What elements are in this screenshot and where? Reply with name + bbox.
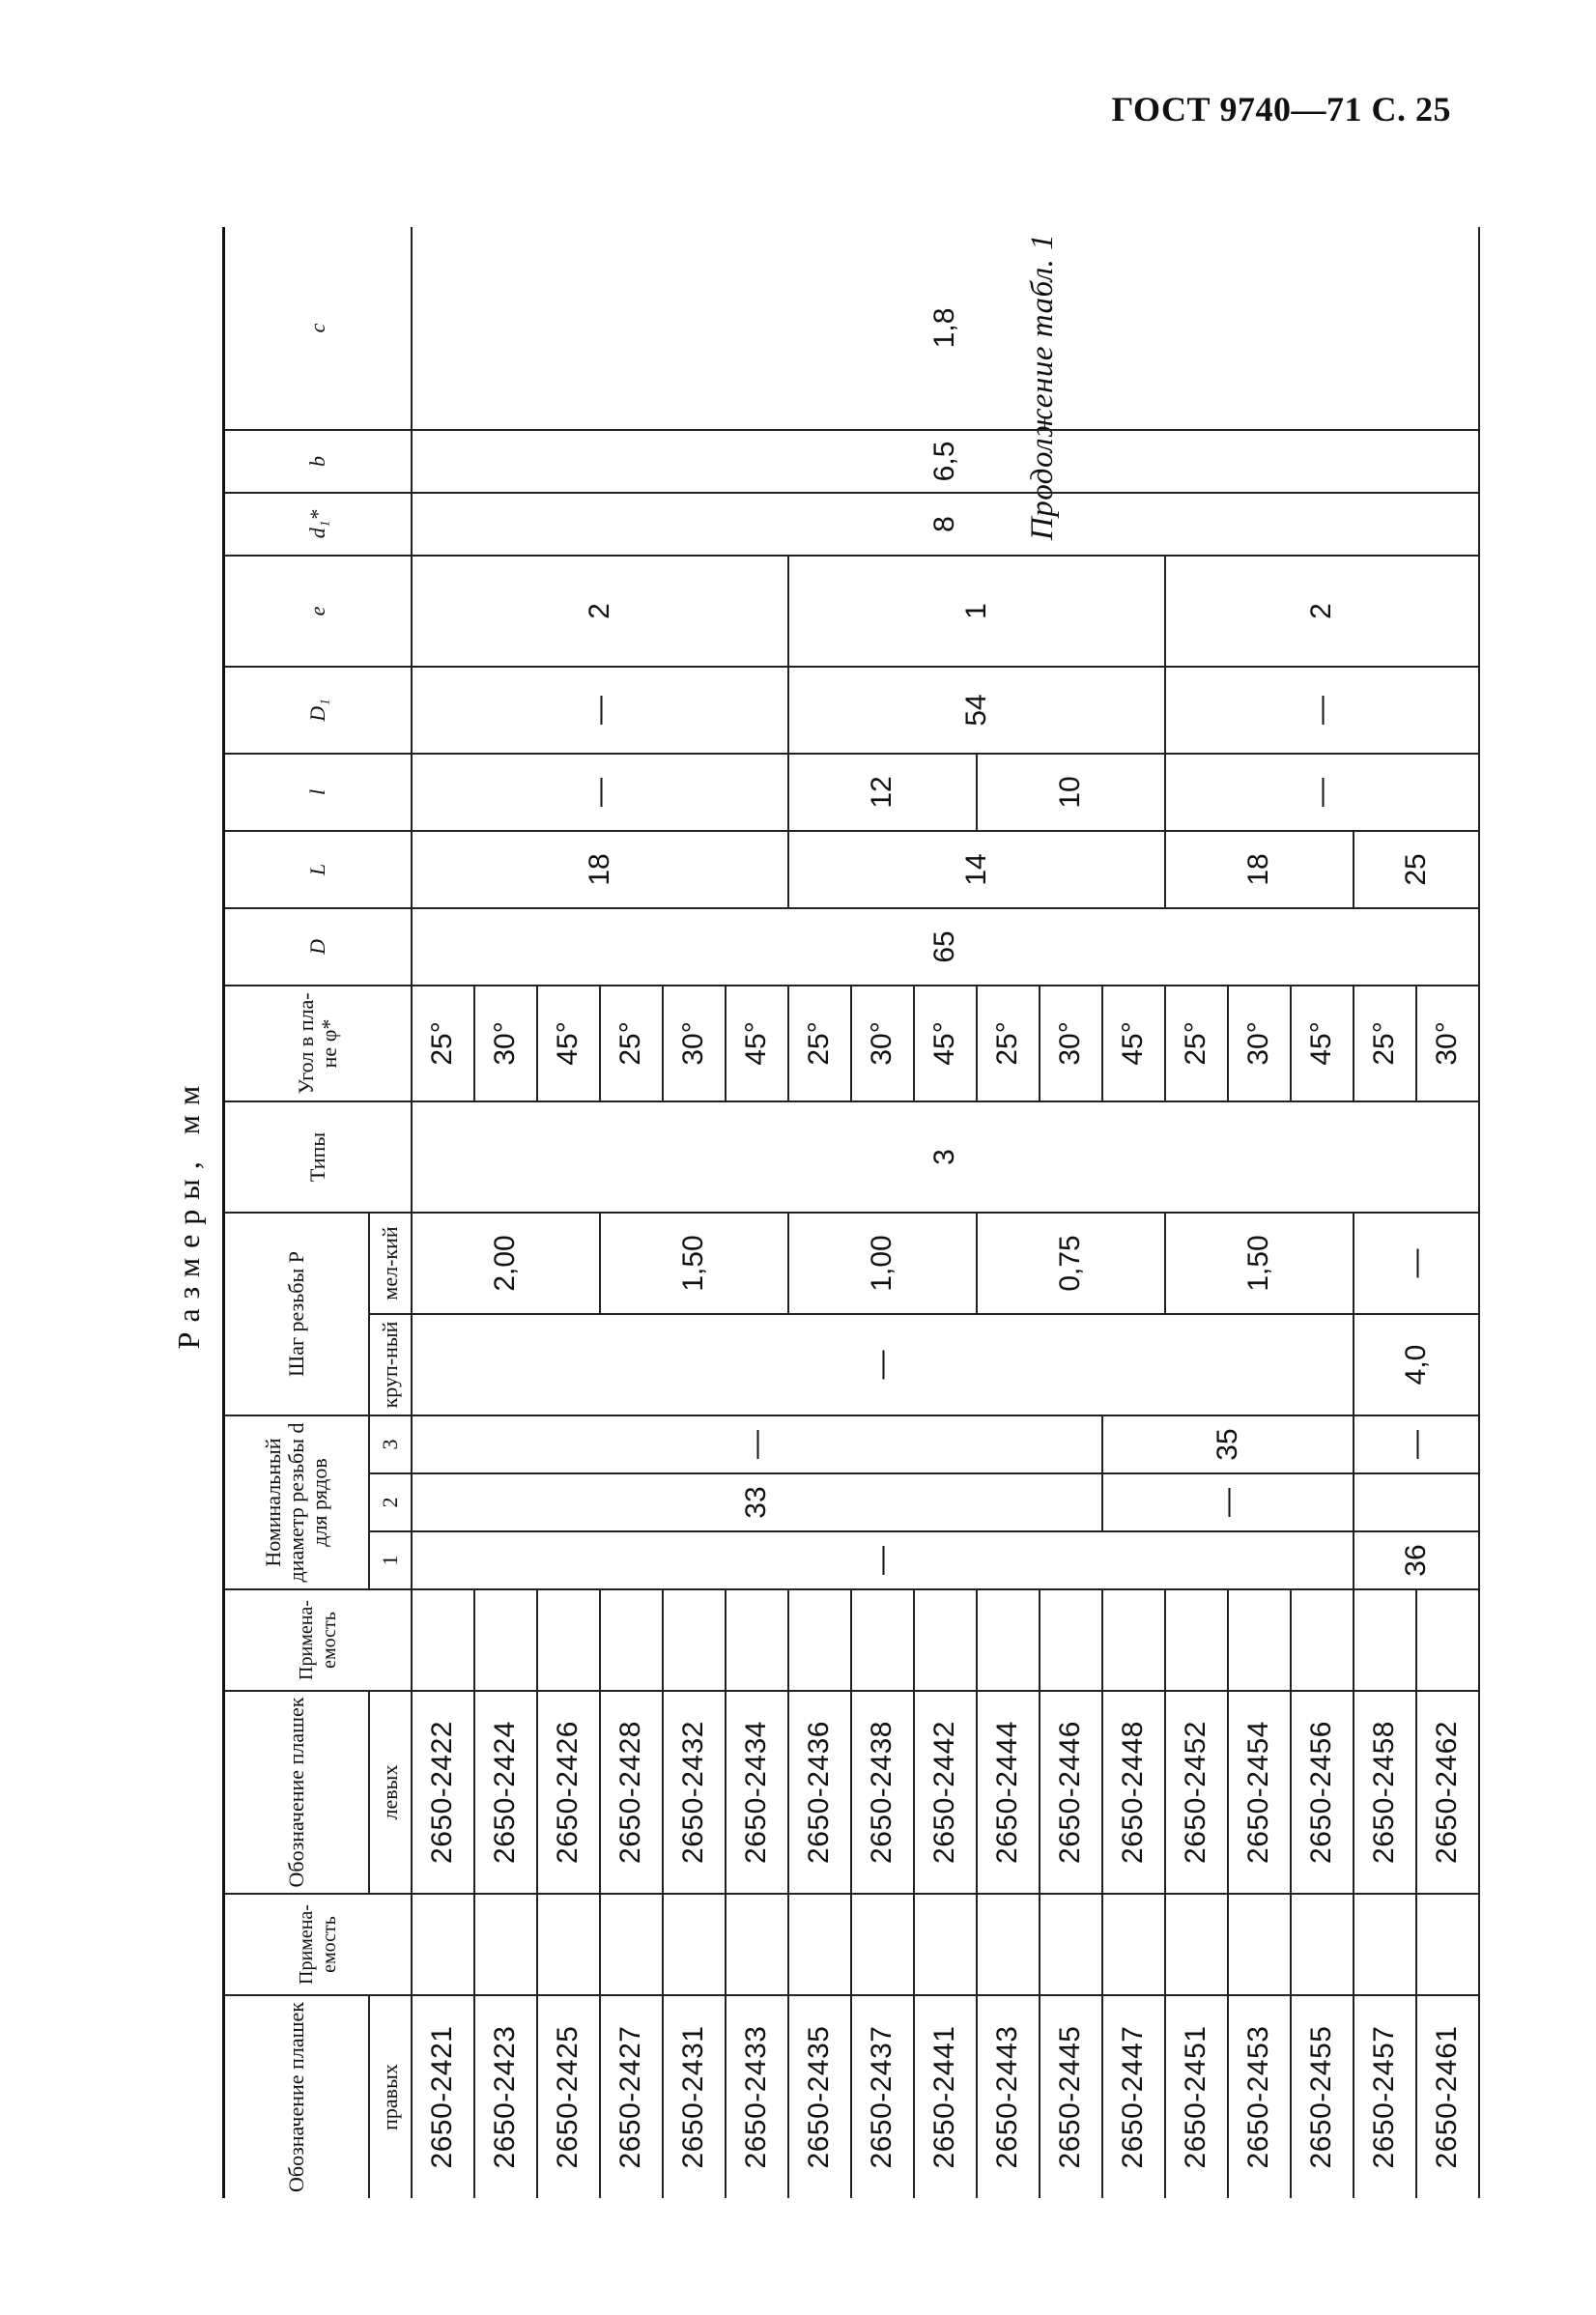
cell-angle: 25° [788,986,851,1101]
cell-l: — [412,754,788,831]
cell-coarse: 4,0 [1354,1314,1479,1415]
cell-L: 25 [1354,831,1479,908]
cell-right-designation: 2650-2427 [600,1995,663,2198]
cell-fine: 1,00 [788,1213,977,1314]
cell-left-designation: 2650-2448 [1102,1691,1165,1894]
cell-right-designation: 2650-2451 [1165,1995,1228,2198]
cell-applicability [788,1589,851,1691]
cell-d-row3: 35 [1102,1415,1354,1473]
cell-applicability [1228,1894,1291,1995]
cell-angle: 25° [1354,986,1416,1101]
cell-applicability [474,1894,537,1995]
cell-right-designation: 2650-2423 [474,1995,537,2198]
sub-fine: мел-кий [369,1213,412,1314]
cell-d-row2: 33 [412,1473,1102,1531]
col-pitch: Шаг резьбы P [224,1213,369,1415]
col-angle: Угол в пла-не φ* [224,986,412,1101]
table-caption: Размеры, мм [171,1075,206,1350]
cell-applicability [1040,1894,1102,1995]
col-l: l [224,754,412,831]
sub-coarse: круп-ный [369,1314,412,1415]
cell-right-designation: 2650-2443 [977,1995,1040,2198]
cell-right-designation: 2650-2455 [1291,1995,1354,2198]
cell-l: 10 [977,754,1165,831]
cell-L: 18 [1165,831,1354,908]
col-c: c [224,227,412,430]
cell-D1: 54 [788,667,1165,754]
cell-left-designation: 2650-2456 [1291,1691,1354,1894]
cell-applicability [412,1894,474,1995]
cell-angle: 45° [914,986,977,1101]
col-D1: D₁ [224,667,412,754]
col-designation-left: Обозначение плашек [224,1691,369,1894]
cell-angle: 30° [474,986,537,1101]
cell-e: 2 [1165,556,1479,667]
cell-d-row2: — [1102,1473,1354,1531]
continuation-text: Продолжение табл. 1 [1025,233,1061,540]
cell-angle: 45° [1102,986,1165,1101]
sub-left: левых [369,1691,412,1894]
cell-angle: 30° [1040,986,1102,1101]
cell-applicability [977,1589,1040,1691]
cell-right-designation: 2650-2421 [412,1995,474,2198]
cell-applicability [663,1589,726,1691]
cell-d1: 8 [412,493,1479,556]
cell-applicability [663,1894,726,1995]
page-header: ГОСТ 9740—71 С. 25 [1111,90,1451,129]
cell-angle: 45° [726,986,788,1101]
cell-D1: — [412,667,788,754]
col-d1: d₁* [224,493,412,556]
cell-applicability [474,1589,537,1691]
cell-left-designation: 2650-2434 [726,1691,788,1894]
cell-L: 18 [412,831,788,908]
cell-applicability [1291,1894,1354,1995]
cell-applicability [726,1589,788,1691]
cell-left-designation: 2650-2426 [537,1691,600,1894]
cell-applicability [1102,1894,1165,1995]
cell-D1: — [1165,667,1479,754]
cell-applicability [1165,1894,1228,1995]
cell-right-designation: 2650-2431 [663,1995,726,2198]
cell-L: 14 [788,831,1165,908]
cell-left-designation: 2650-2446 [1040,1691,1102,1894]
cell-left-designation: 2650-2438 [851,1691,914,1894]
cell-angle: 45° [537,986,600,1101]
cell-left-designation: 2650-2436 [788,1691,851,1894]
col-e: e [224,556,412,667]
table-row [412,227,474,2198]
cell-e: 1 [788,556,1165,667]
cell-applicability [1354,1589,1416,1691]
cell-applicability [1416,1589,1479,1691]
cell-left-designation: 2650-2462 [1416,1691,1479,1894]
cell-angle: 30° [1416,986,1479,1101]
sub-row-3: 3 [369,1415,412,1473]
col-L: L [224,831,412,908]
cell-b: 6,5 [412,430,1479,493]
cell-d-row1: 36 [1354,1531,1479,1589]
cell-applicability [977,1894,1040,1995]
cell-applicability [1416,1894,1479,1995]
cell-D: 65 [412,908,1479,986]
cell-angle: 25° [600,986,663,1101]
cell-d-row3: — [412,1415,1102,1473]
cell-fine: 1,50 [1165,1213,1354,1314]
cell-applicability [1291,1589,1354,1691]
cell-left-designation: 2650-2452 [1165,1691,1228,1894]
sub-row-1: 1 [369,1531,412,1589]
col-applicability-2: Примена-емость [224,1589,412,1691]
cell-applicability [1354,1894,1416,1995]
cell-applicability [726,1894,788,1995]
col-b: b [224,430,412,493]
cell-right-designation: 2650-2441 [914,1995,977,2198]
cell-right-designation: 2650-2433 [726,1995,788,2198]
cell-applicability [851,1894,914,1995]
cell-d-row2 [1354,1473,1479,1531]
cell-right-designation: 2650-2447 [1102,1995,1165,2198]
cell-left-designation: 2650-2428 [600,1691,663,1894]
cell-e: 2 [412,556,788,667]
cell-applicability [914,1589,977,1691]
cell-coarse: — [412,1314,1354,1415]
cell-angle: 25° [1165,986,1228,1101]
cell-angle: 45° [1291,986,1354,1101]
cell-applicability [788,1894,851,1995]
cell-applicability [1165,1589,1228,1691]
cell-applicability [1228,1589,1291,1691]
cell-angle: 30° [1228,986,1291,1101]
cell-l: 12 [788,754,977,831]
cell-left-designation: 2650-2454 [1228,1691,1291,1894]
cell-applicability [851,1589,914,1691]
cell-applicability [537,1589,600,1691]
cell-c: 1,8 [412,227,1479,430]
cell-left-designation: 2650-2442 [914,1691,977,1894]
cell-angle: 25° [412,986,474,1101]
cell-applicability [600,1589,663,1691]
cell-angle: 30° [663,986,726,1101]
cell-right-designation: 2650-2435 [788,1995,851,2198]
rotated-table-block [155,227,1463,2198]
cell-left-designation: 2650-2432 [663,1691,726,1894]
cell-left-designation: 2650-2444 [977,1691,1040,1894]
col-designation-right: Обозначение плашек [224,1995,369,2198]
cell-applicability [537,1894,600,1995]
cell-right-designation: 2650-2425 [537,1995,600,2198]
cell-d-row3: — [1354,1415,1479,1473]
cell-left-designation: 2650-2424 [474,1691,537,1894]
cell-applicability [1102,1589,1165,1691]
cell-applicability [914,1894,977,1995]
cell-fine: 2,00 [412,1213,600,1314]
cell-l: — [1165,754,1479,831]
cell-right-designation: 2650-2445 [1040,1995,1102,2198]
cell-left-designation: 2650-2458 [1354,1691,1416,1894]
cell-angle: 30° [851,986,914,1101]
sub-right: правых [369,1995,412,2198]
sub-row-2: 2 [369,1473,412,1531]
col-types: Типы [224,1101,412,1213]
cell-applicability [412,1589,474,1691]
cell-types: 3 [412,1101,1479,1213]
cell-fine: 0,75 [977,1213,1165,1314]
cell-d-row1: — [412,1531,1354,1589]
col-nominal-diameter: Номинальный диаметр резьбы d для рядов [224,1415,369,1589]
dimensions-table [222,227,1480,2198]
cell-angle: 25° [977,986,1040,1101]
cell-left-designation: 2650-2422 [412,1691,474,1894]
cell-right-designation: 2650-2437 [851,1995,914,2198]
cell-applicability [1040,1589,1102,1691]
cell-right-designation: 2650-2461 [1416,1995,1479,2198]
cell-fine: — [1354,1213,1479,1314]
cell-right-designation: 2650-2457 [1354,1995,1416,2198]
cell-applicability [600,1894,663,1995]
cell-right-designation: 2650-2453 [1228,1995,1291,2198]
cell-fine: 1,50 [600,1213,788,1314]
col-applicability-1: Примена-емость [224,1894,412,1995]
col-D: D [224,908,412,986]
